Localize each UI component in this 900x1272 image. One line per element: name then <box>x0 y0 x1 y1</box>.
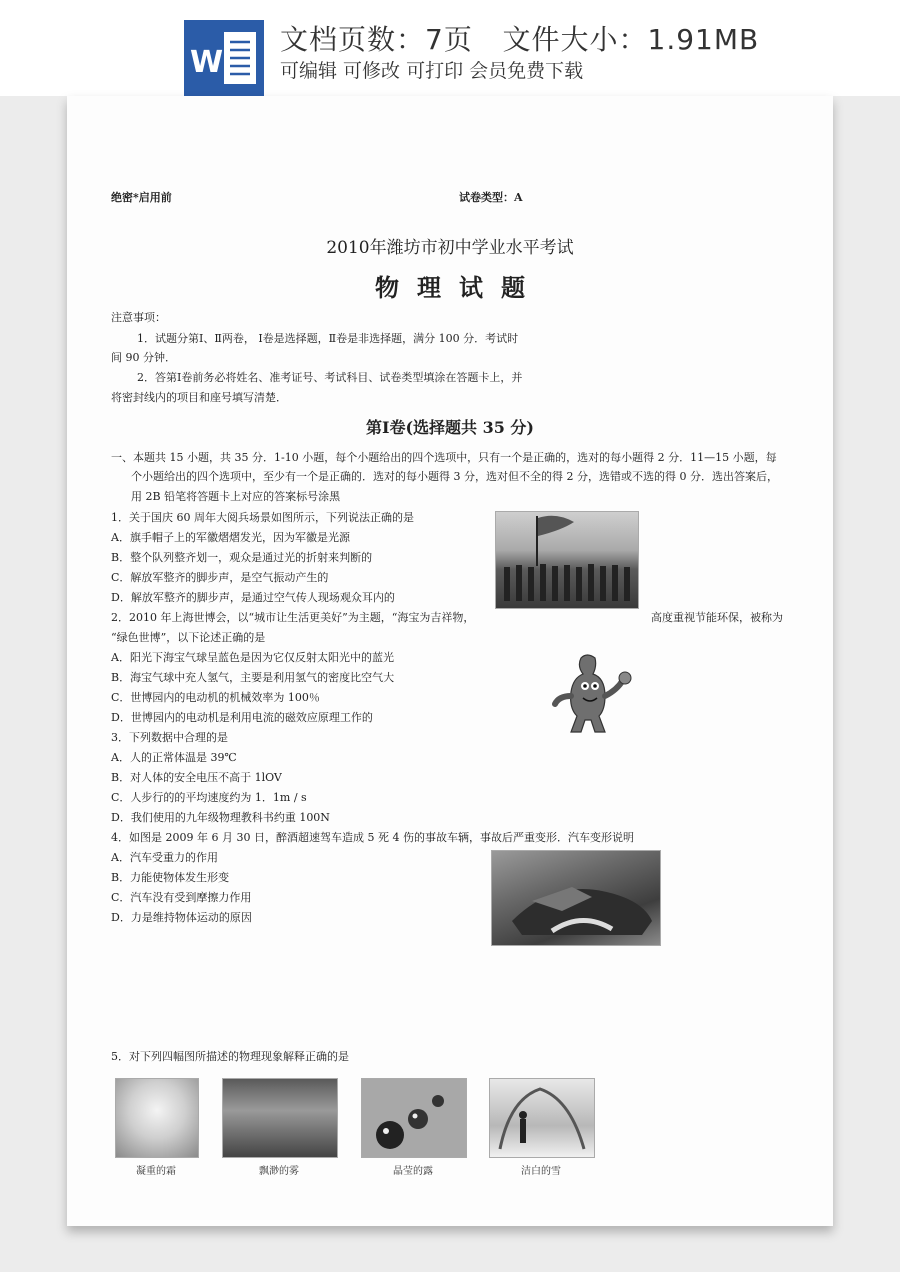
instructions-line-2: 个小题给出的四个选项中，至少有一个是正确的．选对的每小题得 3 分，选对但不全的得 2 分，选错或不选的得 0 分．选出答案后， <box>131 470 778 483</box>
dew-photo <box>361 1078 467 1158</box>
q3-option-b: B．对人体的安全电压不高于 1lOV <box>111 771 282 784</box>
header-banner <box>0 0 900 96</box>
q1-option-d: D．解放军整齐的脚步声，是通过空气传人现场观众耳内的 <box>111 591 395 604</box>
caption-dew: 晶莹的露 <box>393 1166 433 1177</box>
caption-frost: 凝重的霜 <box>136 1166 176 1177</box>
q4-option-c: C．汽车没有受到摩擦力作用 <box>111 891 252 904</box>
paper-type-label: 试卷类型：A <box>459 191 523 204</box>
q3-option-c: C．人步行的的平均速度约为 1．1m / s <box>111 791 307 804</box>
subject-title: 物理试题 <box>375 273 543 302</box>
q2-option-c: C．世博园内的电动机的机械效率为 100％ <box>111 691 320 704</box>
secret-label: 绝密*启用前 <box>111 191 172 204</box>
document-info: 文档页数：7页 文件大小：1.91MB <box>280 23 760 56</box>
frost-photo <box>115 1078 199 1158</box>
exam-title: 2010年潍坊市初中学业水平考试 <box>326 238 574 258</box>
note-2-cont: 将密封线内的项目和座号填写清楚． <box>111 391 287 404</box>
question-4: 4．如图是 2009 年 6 月 30 日，醉酒超速驾车造成 5 死 4 伤的事故车辆，事故后严重变形．汽车变形说明 <box>111 831 634 844</box>
q4-option-b: B．力能使物体发生形变 <box>111 871 230 884</box>
wrecked-car-photo <box>491 850 661 946</box>
question-3: 3．下列数据中合理的是 <box>111 731 228 744</box>
part-1-heading: 第Ⅰ卷(选择题共 35 分) <box>365 418 535 437</box>
document-features: 可编辑 可修改 可打印 会员免费下载 <box>280 60 584 82</box>
q2-option-a: A．阳光下海宝气球呈蓝色是因为它仅反射太阳光中的蓝光 <box>111 651 394 664</box>
svg-text:W: W <box>190 45 224 80</box>
haibao-mascot-image <box>547 652 637 738</box>
q4-option-a: A．汽车受重力的作用 <box>111 851 218 864</box>
question-5: 5．对下列四幅图所描述的物理现象解释正确的是 <box>111 1050 349 1063</box>
note-1: 1．试题分第Ⅰ、Ⅱ两卷， Ⅰ卷是选择题，Ⅱ卷是非选择题，满分 100 分．考试时 <box>137 332 519 345</box>
note-2: 2．答第Ⅰ卷前务必将姓名、准考证号、考试科目、试卷类型填涂在答题卡上，并 <box>137 371 523 384</box>
caption-fog: 飘渺的雾 <box>259 1166 299 1177</box>
question-1: 1．关于国庆 60 周年大阅兵场景如图所示，下列说法正确的是 <box>111 511 414 524</box>
q4-option-d: D．力是维持物体运动的原因 <box>111 911 252 924</box>
q1-option-b: B．整个队列整齐划一，观众是通过光的折射来判断的 <box>111 551 373 564</box>
question-2: 2．2010 年上海世博会，以“城市让生活更美好”为主题，“海宝为吉祥物， <box>111 611 475 624</box>
q1-option-a: A．旗手帽子上的军徽熠熠发光，因为军徽是光源 <box>111 531 350 544</box>
parade-photo <box>495 511 639 609</box>
q1-option-c: C．解放军整齐的脚步声，是空气振动产生的 <box>111 571 329 584</box>
note-1-cont: 间 90 分钟． <box>111 351 176 364</box>
word-document-icon <box>184 20 264 96</box>
q2-option-b: B．海宝气球中充人氢气，主要是利用氢气的密度比空气大 <box>111 671 395 684</box>
instructions-line-3: 用 2B 铅笔将答题卡上对应的答案标号涂黑 <box>131 490 341 503</box>
q3-option-d: D．我们使用的九年级物理教科书约重 100N <box>111 811 330 824</box>
caption-snow: 洁白的雪 <box>521 1166 561 1177</box>
q3-option-a: A．人的正常体温是 39℃ <box>111 751 237 764</box>
question-2-cont: “绿色世博”，以下论述正确的是 <box>111 631 266 644</box>
exam-paper <box>67 96 833 1226</box>
notes-heading: 注意事项： <box>111 311 166 324</box>
fog-photo <box>222 1078 338 1158</box>
question-2-right: 高度重视节能环保，被称为 <box>651 611 783 624</box>
instructions-line-1: 一、本题共 15 小题，共 35 分．1-10 小题，每个小题给出的四个选项中，只有一个是正确的，选对的每小题得 2 分．11—15 小题，每 <box>111 451 777 464</box>
q2-option-d: D．世博园内的电动机是利用电流的磁效应原理工作的 <box>111 711 373 724</box>
snow-photo <box>489 1078 595 1158</box>
